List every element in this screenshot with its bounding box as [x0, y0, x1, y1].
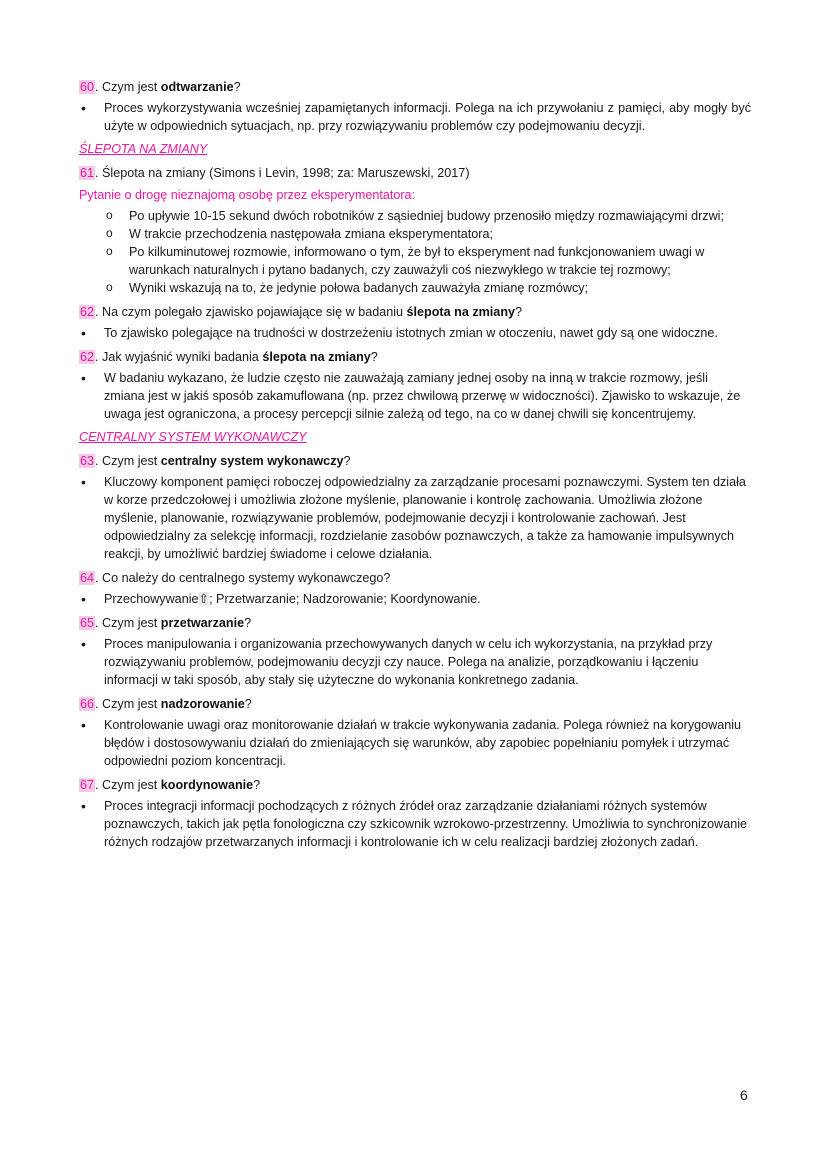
question-65: 65. Czym jest przetwarzanie?: [80, 616, 252, 630]
pink-subheading: Pytanie o drogę nieznajomą osobę przez eksperymentatora:: [79, 188, 416, 202]
section-heading-central-executive: CENTRALNY SYSTEM WYKONAWCZY: [79, 430, 307, 444]
list-item: • Kontrolowanie uwagi oraz monitorowanie działań w trakcie wykonywania zadania. Polega również na korygowaniu błędów i dostosowywaniu działań do zmieniających się warunków, aby zapobiec popełnianiu pomyłek i utrzymać odpowiedni poziom koncentracji.: [79, 716, 751, 770]
answer-60: [79, 99, 751, 135]
list-item: • W badaniu wykazano, że ludzie często nie zauważają zamiany jednej osoby na inną w trakcie rozmowy, jeśli zmiana jest w jakiś sposób zakamuflowana (np. przez chwilową przerwę w widoczności). Zjawisko to wskazuje, że uwaga jest ograniczona, a procesy percepcji silnie zależą od tego, na co w danej chwili się koncentrujemy.: [79, 369, 751, 423]
question-60: 60. Czym jest odtwarzanie?: [80, 80, 241, 94]
up-arrow-icon: ⇧: [198, 592, 210, 606]
list-item: o Po upływie 10-15 sekund dwóch robotników z sąsiedniej budowy przenosiło między rozmawiającymi drzwi;: [79, 207, 751, 225]
answer-62a: [79, 324, 751, 342]
list-item: o W trakcie przechodzenia następowała zmiana eksperymentatora;: [79, 225, 751, 243]
answer-64: [79, 590, 751, 608]
list-item: • Kluczowy komponent pamięci roboczej odpowiedzialny za zarządzanie procesami poznawczymi. System ten działa w korze przedczołowej i umożliwia złożone myślenie, planowanie i kontrolę zachowania. Umożliwia złożone myślenie, planowanie, rozwiązywanie problemów, podejmowanie decyzji i kontrolowanie zachowań. Jest odpowiedzialny za selekcję informacji, rozdzielanie zasobów poznawczych, a także za hamowanie impulsywnych reakcji, by umożliwić bardziej świadome i celowe działania.: [79, 473, 751, 563]
question-number: 62: [80, 350, 95, 364]
answer-66: [79, 716, 751, 770]
question-number: 63: [80, 454, 95, 468]
question-63: 63. Czym jest centralny system wykonawczy?: [80, 454, 351, 468]
question-number: 62: [80, 305, 95, 319]
question-66: 66. Czym jest nadzorowanie?: [80, 697, 252, 711]
question-67: 67. Czym jest koordynowanie?: [80, 778, 261, 792]
question-62b: 62. Jak wyjaśnić wyniki badania ślepota na zmiany?: [80, 350, 378, 364]
list-item: • Proces manipulowania i organizowania przechowywanych danych w celu ich wykorzystania, na przykład przy rozwiązywaniu problemów, podejmowaniu decyzji czy nauce. Polega na analizie, porządkowaniu i łączeniu informacji w taki sposób, aby stały się użyteczne do wykonania konkretnego zadania.: [79, 635, 751, 689]
question-number: 64: [80, 571, 95, 585]
page-number: 6: [740, 1087, 748, 1103]
section-heading-change-blindness: ŚLEPOTA NA ZMIANY: [79, 142, 208, 156]
list-item: • To zjawisko polegające na trudności w dostrzeżeniu istotnych zmian w otoczeniu, nawet gdy są one widoczne.: [79, 324, 751, 342]
question-64: 64. Co należy do centralnego systemy wykonawczego?: [80, 571, 391, 585]
question-number: 61: [80, 166, 95, 180]
question-number: 60: [80, 80, 95, 94]
list-item: • Przechowywanie⇧; Przetwarzanie; Nadzorowanie; Koordynowanie.: [79, 590, 751, 608]
list-item: • Proces wykorzystywania wcześniej zapamiętanych informacji. Polega na ich przywołaniu z pamięci, aby mogły być użyte w odpowiednich sytuacjach, np. przy rozwiązywaniu problemów czy podejmowaniu decyzji.: [79, 99, 751, 135]
list-item: o Wyniki wskazują na to, że jedynie połowa badanych zauważyła zmianę rozmówcy;: [79, 279, 751, 297]
answer-67: [79, 797, 751, 851]
question-number: 65: [80, 616, 95, 630]
question-62a: 62. Na czym polegało zjawisko pojawiające się w badaniu ślepota na zmiany?: [80, 305, 523, 319]
answer-61: [79, 207, 751, 297]
answer-62b: [79, 369, 751, 423]
question-number: 67: [80, 778, 95, 792]
list-item: • Proces integracji informacji pochodzących z różnych źródeł oraz zarządzanie działaniami różnych systemów poznawczych, takich jak pętla fonologiczna czy szkicownik wzrokowo-przestrzenny. Umożliwia to synchronizowanie różnych rodzajów przetwarzanych informacji i kontrolowanie ich w celu realizacji bardziej złożonych zadań.: [79, 797, 751, 851]
answer-63: [79, 473, 751, 563]
document-page: [79, 78, 751, 851]
question-number: 66: [80, 697, 95, 711]
list-item: o Po kilkuminutowej rozmowie, informowano o tym, że był to eksperyment nad funkcjonowaniem uwagi w warunkach naturalnych i pytano badanych, czy zauważyli coś niezwykłego w trakcie tej rozmowy;: [79, 243, 751, 279]
question-61: 61. Ślepota na zmiany (Simons i Levin, 1998; za: Maruszewski, 2017): [80, 166, 470, 180]
answer-65: [79, 635, 751, 689]
